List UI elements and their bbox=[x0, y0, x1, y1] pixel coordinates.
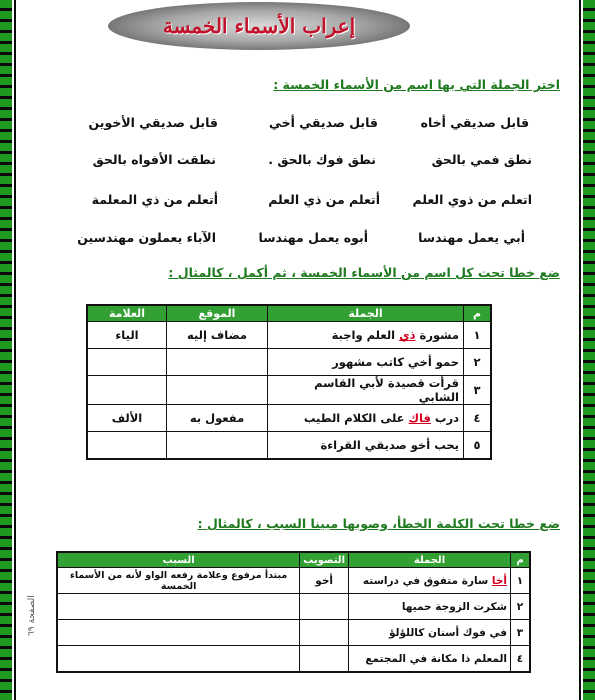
row-mark: الياء bbox=[87, 322, 167, 349]
highlighted-word: ذي bbox=[399, 328, 416, 342]
row-position bbox=[167, 432, 268, 460]
row-correction bbox=[300, 594, 349, 620]
sentence-text: في فوك أسنان كاللؤلؤ bbox=[388, 626, 507, 639]
sentence-text: العلم واجبة bbox=[331, 328, 400, 342]
table-row bbox=[87, 405, 491, 432]
col-header-sentence: الجملة bbox=[349, 552, 511, 568]
section3-heading: ضع خطا تحت الكلمة الخطأ، وصوبها مبينا السبب ، كالمثال : bbox=[197, 516, 560, 531]
choice-sentence: نطقت الأفواه بالحق bbox=[92, 152, 216, 167]
choice-sentence: أبوه يعمل مهندسا bbox=[258, 230, 368, 245]
row-mark bbox=[87, 376, 167, 405]
page-title: إعراب الأسماء الخمسة bbox=[162, 14, 356, 38]
choice-sentence: نطق فمي بالحق bbox=[431, 152, 532, 167]
choice-sentence: أبي يعمل مهندسا bbox=[418, 230, 525, 245]
row-number: ٤ bbox=[464, 405, 492, 432]
correction-table bbox=[56, 551, 531, 673]
col-header-num: م bbox=[464, 305, 492, 322]
five-nouns-table bbox=[86, 304, 492, 460]
table-row bbox=[87, 432, 491, 460]
table-row bbox=[57, 594, 530, 620]
row-number: ٢ bbox=[464, 349, 492, 376]
choice-sentence: اتعلم من ذوي العلم bbox=[412, 192, 532, 207]
sentence-text: على الكلام الطيب bbox=[303, 411, 409, 425]
row-number: ٣ bbox=[464, 376, 492, 405]
row-number: ٤ bbox=[511, 646, 531, 673]
row-reason: مبتدأ مرفوع وعلامة رفعه الواو لأنه من الأسماء الخمسة bbox=[57, 568, 300, 594]
table-row bbox=[57, 620, 530, 646]
left-decorative-border bbox=[0, 0, 12, 700]
choice-sentence: الآباء يعملون مهندسين bbox=[77, 230, 216, 245]
row-sentence bbox=[268, 432, 464, 460]
row-mark: الألف bbox=[87, 405, 167, 432]
left-border-line bbox=[14, 0, 16, 700]
highlighted-word: فاك bbox=[408, 411, 431, 425]
row-sentence bbox=[268, 349, 464, 376]
choice-sentence: أتعلم من ذي العلم bbox=[268, 192, 380, 207]
row-position bbox=[167, 349, 268, 376]
row-sentence bbox=[349, 594, 511, 620]
row-sentence bbox=[268, 322, 464, 349]
row-correction: أخو bbox=[300, 568, 349, 594]
row-correction bbox=[300, 646, 349, 673]
wrong-word: أخا bbox=[491, 574, 507, 587]
row-position: مضاف إليه bbox=[167, 322, 268, 349]
choice-sentence: نطق فوك بالحق . bbox=[268, 152, 376, 167]
row-sentence bbox=[349, 568, 511, 594]
row-mark bbox=[87, 432, 167, 460]
row-sentence bbox=[349, 620, 511, 646]
sentence-text: مشورة bbox=[415, 328, 459, 342]
row-sentence bbox=[349, 646, 511, 673]
row-number: ٣ bbox=[511, 620, 531, 646]
choice-sentence: قابل صديقي أخي bbox=[268, 115, 378, 130]
row-number: ١ bbox=[511, 568, 531, 594]
col-header-mark: العلامة bbox=[87, 305, 167, 322]
col-header-position: الموقع bbox=[167, 305, 268, 322]
choice-sentence: أتعلم من ذي المعلمة bbox=[91, 192, 218, 207]
row-reason bbox=[57, 594, 300, 620]
choice-sentence: قابل صديقي أخاه bbox=[420, 115, 529, 130]
row-correction bbox=[300, 620, 349, 646]
choice-sentence: قابل صديقي الأخوين bbox=[88, 115, 218, 130]
row-number: ١ bbox=[464, 322, 492, 349]
page-number-label: الصفحة ٦٩ bbox=[27, 595, 37, 636]
sentence-text: قرأت قصيدة لأبي القاسم الشابي bbox=[314, 376, 459, 404]
table-row bbox=[87, 349, 491, 376]
right-border-line bbox=[579, 0, 581, 700]
row-position bbox=[167, 376, 268, 405]
sentence-text: حمو أخي كاتب مشهور bbox=[332, 355, 459, 369]
right-decorative-border bbox=[583, 0, 595, 700]
sentence-text: المعلم ذا مكانة في المجتمع bbox=[365, 652, 507, 665]
sentence-text: درب bbox=[430, 411, 459, 425]
section2-heading: ضع خطا تحت كل اسم من الأسماء الخمسة ، ثم أكمل ، كالمثال : bbox=[168, 265, 560, 280]
col-header-reason: السبب bbox=[57, 552, 300, 568]
row-number: ٢ bbox=[511, 594, 531, 620]
row-sentence bbox=[268, 376, 464, 405]
col-header-num: م bbox=[511, 552, 531, 568]
title-banner bbox=[108, 2, 410, 50]
row-reason bbox=[57, 646, 300, 673]
table-row bbox=[57, 646, 530, 673]
section1-heading: اختر الجملة التي بها اسم من الأسماء الخمسة : bbox=[273, 77, 560, 92]
sentence-text: شكرت الزوجة حميها bbox=[401, 600, 507, 613]
row-position: مفعول به bbox=[167, 405, 268, 432]
table-row bbox=[87, 376, 491, 405]
sentence-text: سارة متفوق في دراسته bbox=[362, 574, 492, 587]
col-header-correction: التصويب bbox=[300, 552, 349, 568]
table-row bbox=[87, 322, 491, 349]
row-number: ٥ bbox=[464, 432, 492, 460]
sentence-text: يحب أخو صديقي القراءة bbox=[320, 438, 459, 452]
col-header-sentence: الجملة bbox=[268, 305, 464, 322]
row-sentence bbox=[268, 405, 464, 432]
row-reason bbox=[57, 620, 300, 646]
table-row bbox=[57, 568, 530, 594]
row-mark bbox=[87, 349, 167, 376]
